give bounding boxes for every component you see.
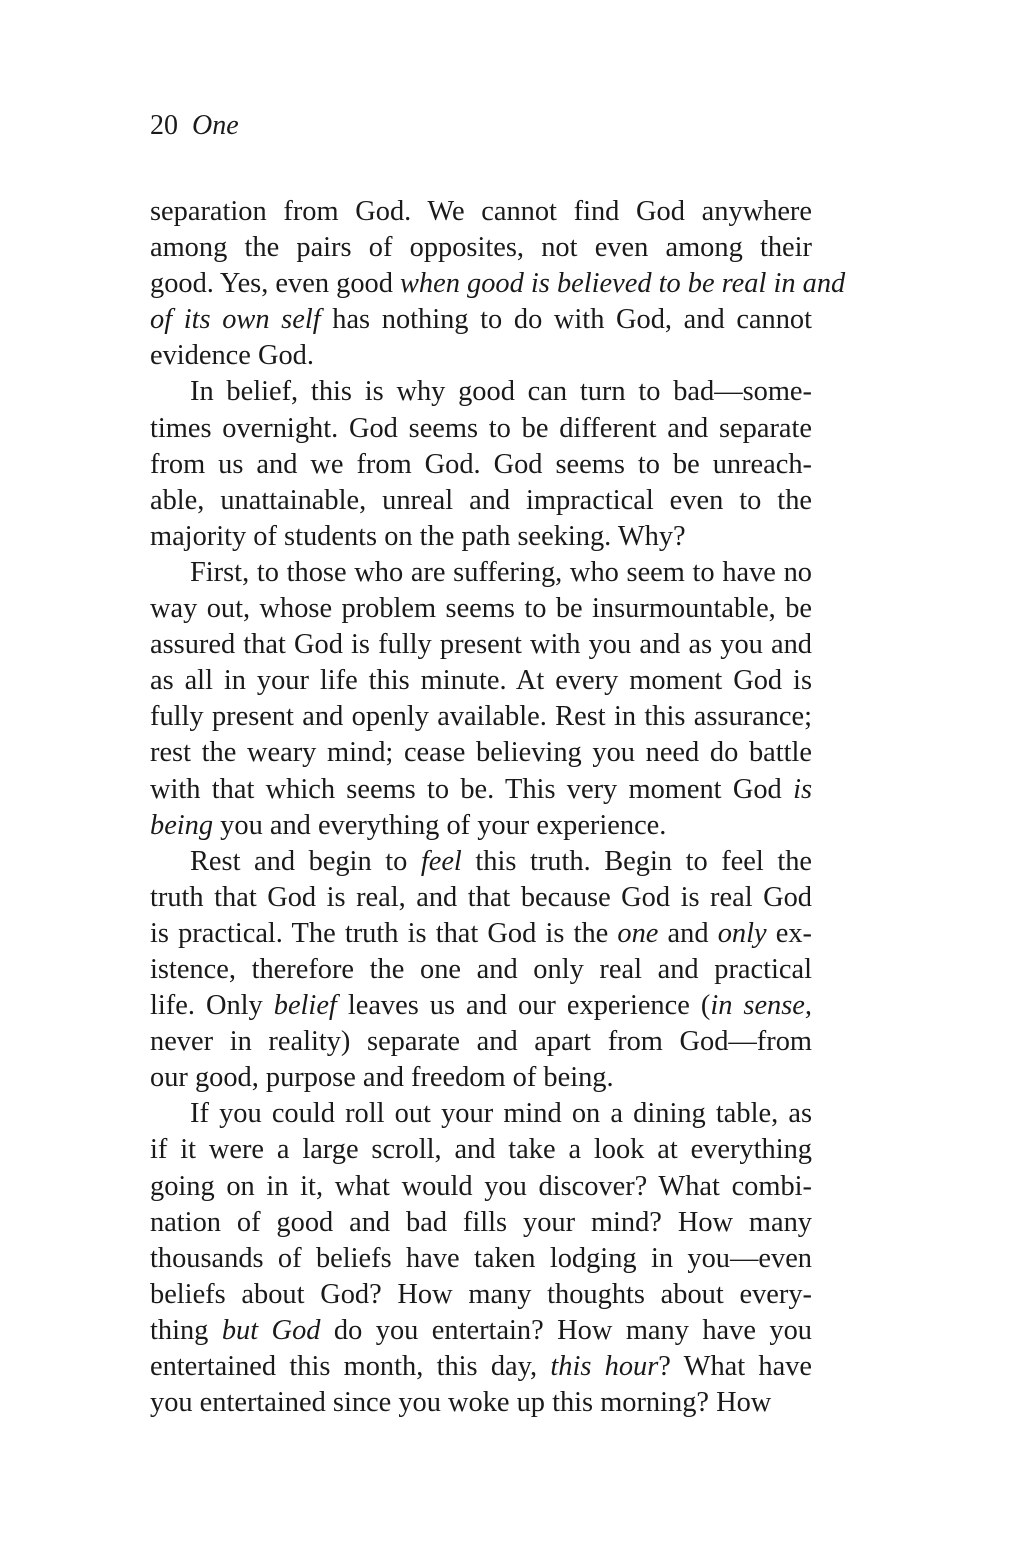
text-line bbox=[150, 555, 812, 591]
paragraph bbox=[150, 844, 812, 1097]
text-span: times overnight. God seems to be different and separate bbox=[150, 412, 812, 444]
text-line bbox=[150, 844, 812, 880]
italic-span: belief bbox=[273, 990, 337, 1022]
text-line bbox=[150, 627, 812, 663]
text-line bbox=[150, 1277, 812, 1313]
text-line bbox=[150, 1096, 812, 1132]
text-span: do you entertain? How many have you bbox=[320, 1314, 812, 1346]
text-line bbox=[150, 1132, 812, 1168]
text-span: In belief, this is why good can turn to bad—some- bbox=[190, 376, 812, 408]
paragraph bbox=[150, 374, 812, 554]
text-line bbox=[150, 663, 812, 699]
text-line bbox=[150, 952, 812, 988]
text-span: you entertained since you woke up this morning? How bbox=[150, 1387, 772, 1419]
text-line bbox=[150, 916, 812, 952]
text-span: has nothing to do with God, and cannot bbox=[320, 304, 812, 336]
text-line bbox=[150, 880, 812, 916]
text-span: If you could roll out your mind on a dining table, as bbox=[190, 1098, 812, 1130]
page-header bbox=[150, 106, 239, 146]
text-span: our good, purpose and freedom of being. bbox=[150, 1062, 614, 1094]
italic-span: one bbox=[617, 917, 659, 949]
text-line bbox=[150, 699, 812, 735]
text-line bbox=[150, 1205, 812, 1241]
text-line bbox=[150, 266, 846, 302]
text-line bbox=[150, 808, 812, 844]
text-span: life. Only bbox=[150, 990, 274, 1022]
text-line bbox=[150, 338, 812, 374]
text-span: majority of students on the path seeking. Why? bbox=[150, 520, 686, 552]
text-line bbox=[150, 1241, 812, 1277]
text-span: rest the weary mind; cease believing you need do battle bbox=[150, 737, 812, 769]
text-span: beliefs about God? How many thoughts about every- bbox=[150, 1278, 812, 1310]
text-span: thing bbox=[150, 1314, 222, 1346]
text-span: you and everything of your experience. bbox=[213, 809, 667, 841]
italic-span: of its own self bbox=[150, 304, 321, 336]
text-span: never in reality) separate and apart from God—from bbox=[150, 1026, 812, 1058]
text-span: ex- bbox=[766, 917, 812, 949]
text-span: ? What have bbox=[658, 1351, 812, 1382]
text-line bbox=[150, 1349, 812, 1385]
paragraph bbox=[150, 194, 846, 374]
text-span: truth that God is real, and that because God is real God bbox=[150, 881, 812, 913]
text-span: this truth. Begin to feel the bbox=[461, 845, 813, 877]
text-line bbox=[150, 194, 812, 230]
text-span: First, to those who are suffering, who seem to have no bbox=[190, 556, 812, 588]
text-span: entertained this month, this day, bbox=[150, 1351, 551, 1382]
text-line bbox=[150, 374, 812, 410]
text-span: able, unattainable, unreal and impractical even to the bbox=[150, 484, 812, 516]
text-span: is practical. The truth is that God is the bbox=[150, 917, 618, 949]
text-span: if it were a large scroll, and take a look at everything bbox=[150, 1134, 812, 1166]
text-span: fully present and openly available. Rest in this assurance; bbox=[150, 701, 812, 733]
page-number: 20 bbox=[150, 110, 178, 141]
text-line bbox=[150, 1169, 812, 1205]
text-line bbox=[150, 1385, 812, 1421]
text-span: nation of good and bad fills your mind? How many bbox=[150, 1206, 812, 1238]
text-span: and bbox=[658, 917, 718, 949]
paragraph bbox=[150, 1096, 812, 1421]
text-line bbox=[150, 483, 812, 519]
text-line bbox=[150, 1024, 812, 1060]
text-line bbox=[150, 302, 812, 338]
text-line bbox=[150, 591, 812, 627]
text-line bbox=[150, 1313, 812, 1349]
italic-span: when good is believed to be real in and bbox=[400, 268, 846, 300]
italic-span: this hour bbox=[550, 1351, 659, 1382]
text-span: Rest and begin to bbox=[190, 845, 421, 877]
text-span: going on in it, what would you discover? What combi- bbox=[150, 1170, 812, 1202]
italic-span: is bbox=[793, 773, 812, 805]
chapter-title: One bbox=[192, 110, 239, 141]
text-span: evidence God. bbox=[150, 340, 314, 372]
text-span: with that which seems to be. This very moment God bbox=[150, 773, 794, 805]
paragraph bbox=[150, 555, 812, 844]
text-span: istence, therefore the one and only real and practical bbox=[150, 953, 812, 985]
text-span: good. Yes, even good bbox=[150, 268, 400, 300]
italic-span: in sense, bbox=[710, 990, 813, 1022]
text-line bbox=[150, 772, 812, 808]
text-line bbox=[150, 1060, 812, 1096]
text-line bbox=[150, 411, 812, 447]
text-line bbox=[150, 447, 812, 483]
italic-span: only bbox=[717, 917, 767, 949]
text-line bbox=[150, 519, 812, 555]
text-line bbox=[150, 735, 812, 771]
text-span: as all in your life this minute. At every moment God is bbox=[150, 665, 812, 697]
text-span: assured that God is fully present with you and as you and bbox=[150, 629, 812, 661]
body-text bbox=[150, 194, 846, 1421]
text-span: separation from God. We cannot find God anywhere bbox=[150, 196, 812, 227]
italic-span: feel bbox=[420, 845, 462, 877]
text-span: thousands of beliefs have taken lodging in you—even bbox=[150, 1242, 812, 1274]
text-span: from us and we from God. God seems to be unreach- bbox=[150, 448, 812, 480]
text-line bbox=[150, 988, 812, 1024]
italic-span: being bbox=[150, 809, 214, 841]
text-span: way out, whose problem seems to be insurmountable, be bbox=[150, 593, 812, 625]
text-line bbox=[150, 230, 812, 266]
italic-span: but God bbox=[221, 1314, 321, 1346]
text-span: among the pairs of opposites, not even among their bbox=[150, 232, 812, 264]
text-span: leaves us and our experience ( bbox=[336, 990, 711, 1022]
